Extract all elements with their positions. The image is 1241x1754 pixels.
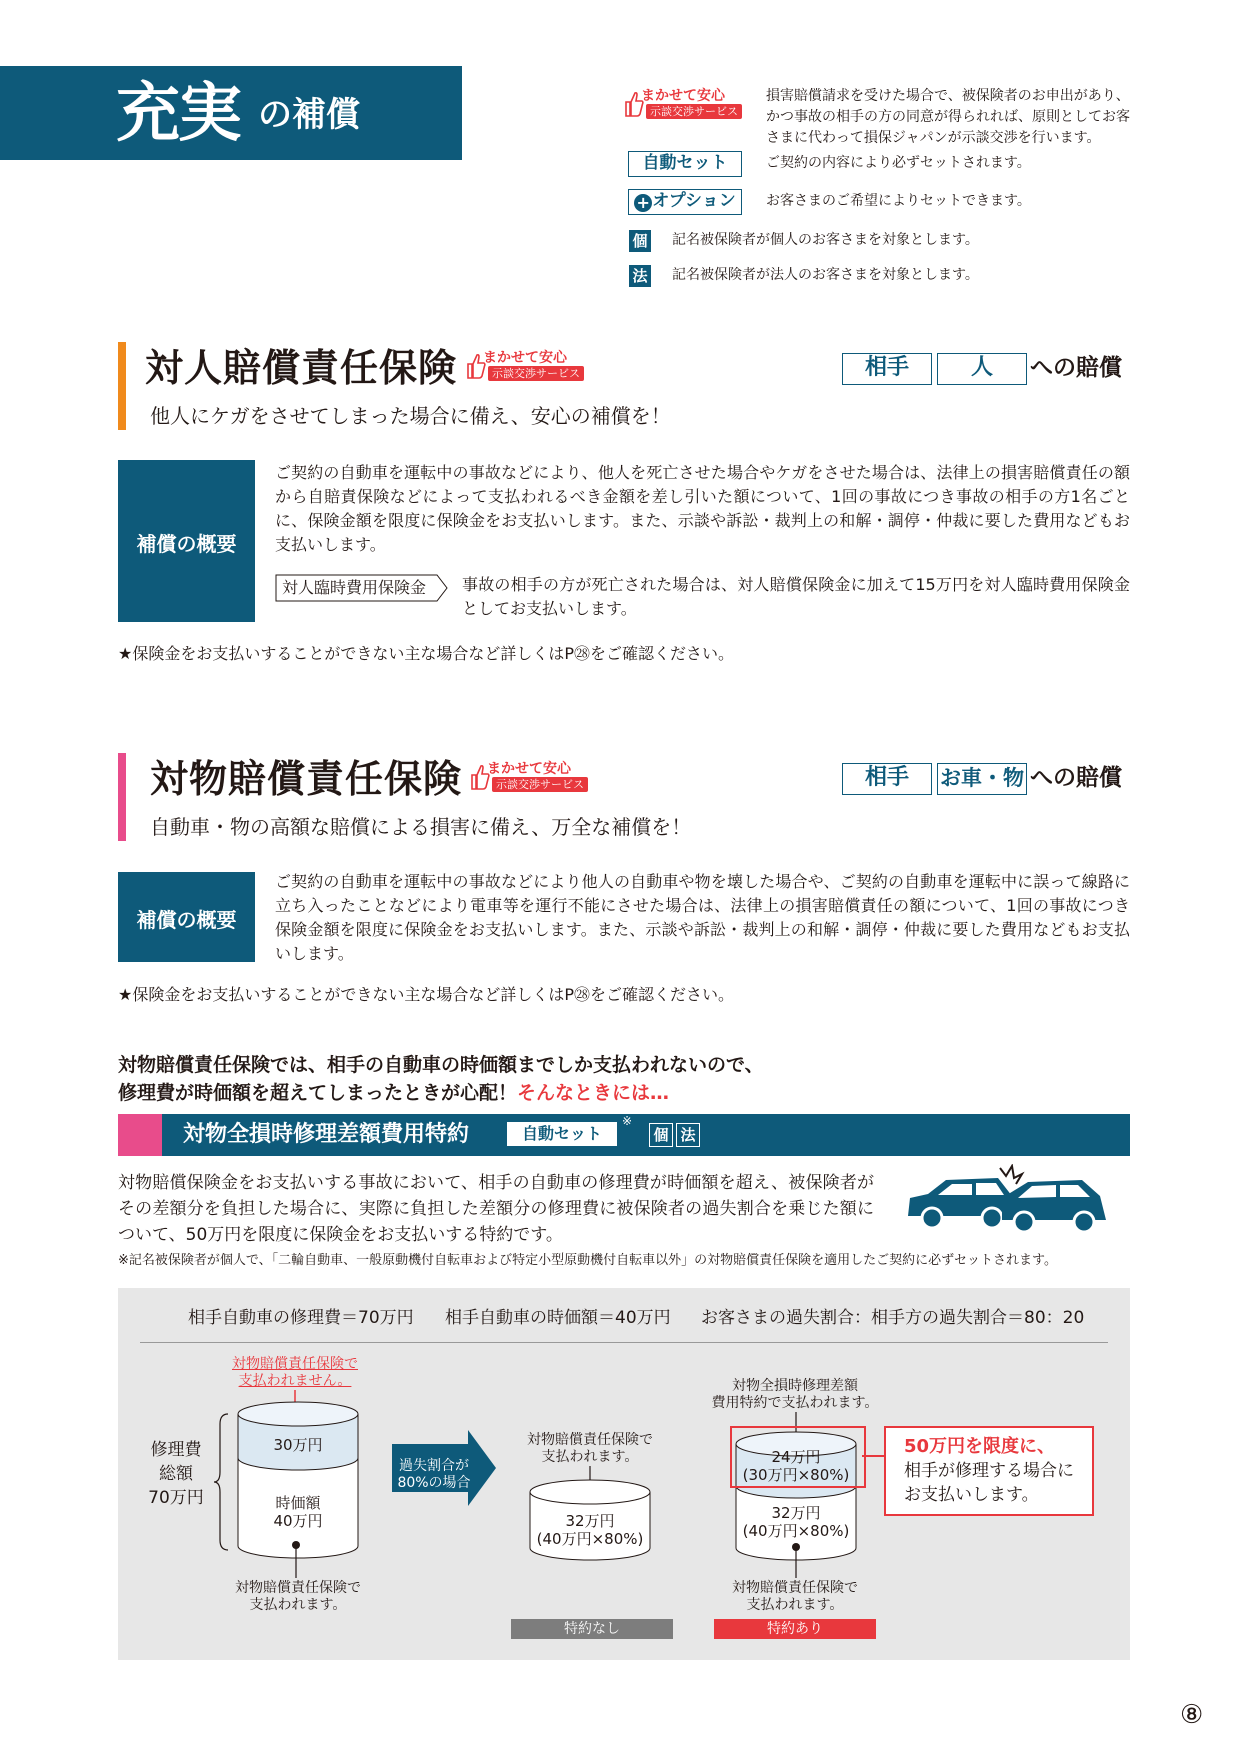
section1-title: 対人賠償責任保険 — [145, 346, 458, 390]
legend-option-tag: + オプション — [628, 189, 742, 215]
section2-summary-box: 補償の概要 — [118, 872, 255, 962]
section1-body: ご契約の自動車を運転中の事故などにより、他人を死亡させた場合やケガをさせた場合は、法律上の損害賠償責任の額から自賠責保険などによって支払われるべき金額を差し引いた額について、1回の事故につき事故の相手の方1名ごとに、保険金額を限度に保険金をお支払いします。また、示談や訴訟・裁判上の和解・調停・仲裁に要した費用などもお支払いします。 — [275, 463, 1130, 554]
diagram-left-cyl-top: 30万円 — [273, 1436, 323, 1454]
diagram-divider — [140, 1342, 1108, 1343]
section2-rel-tail: への賠償 — [1030, 765, 1122, 791]
section1-sub-text: 事故の相手の方が死亡された場合は、対人賠償保険金に加えて15万円を対人臨時費用保険金としてお支払いします。 — [462, 575, 1130, 618]
diagram-total-label: 修理費 総額 70万円 — [148, 1440, 204, 1508]
legend-ho-mark: 法 — [629, 265, 651, 287]
section3-ko-mark: 個 — [649, 1123, 673, 1147]
section3-lead-1: 対物賠償責任保険では、相手の自動車の時価額までしか支払われないので、 — [118, 1054, 764, 1076]
section1-note: ★保険金をお支払いすることができない主な場合など詳しくはP㉘をご確認ください。 — [118, 644, 734, 663]
diagram-condition-3: お客さまの過失割合：相手方の過失割合＝80：20 — [701, 1308, 1085, 1328]
thumbs-up-icon — [470, 763, 490, 791]
diagram-right-cyl-top: 24万円 (30万円×80%) — [742, 1448, 850, 1484]
section3-title-accent — [118, 1114, 162, 1156]
thumbs-up-icon — [624, 90, 644, 118]
diagram-mid-top-note: 対物賠償責任保険で 支払われます。 — [527, 1432, 653, 1465]
diagram-mid-cyl-text: 32万円 (40万円×80%) — [536, 1512, 644, 1548]
diagram-callout-box: 50万円を限度に、 相手が修理する場合に お支払いします。 — [884, 1426, 1094, 1516]
legend-ko-desc: 記名被保険者が個人のお客さまを対象とします。 — [672, 232, 979, 248]
diagram-tag-without: 特約なし — [511, 1619, 673, 1639]
diagram-total-brace — [212, 1412, 230, 1552]
section1-jidan-badge: まかせて安心 示談交渉サービス — [466, 350, 584, 381]
legend-ho-desc: 記名被保険者が法人のお客さまを対象とします。 — [672, 267, 979, 283]
section3-lead-2: 修理費が時価額を超えてしまったときが心配！そんなときには… — [118, 1082, 670, 1104]
section2-rel-right: お車・物 — [937, 763, 1027, 795]
legend-auto-desc: ご契約の内容により必ずセットされます。 — [766, 155, 1031, 171]
diagram-not-paid: 対物賠償責任保険で 支払われません。 — [232, 1356, 358, 1389]
page-title: 充実 — [116, 77, 240, 151]
section1-summary-box: 補償の概要 — [118, 460, 255, 622]
diagram-right-top-note: 対物全損時修理差額 費用特約で支払われます。 — [711, 1378, 879, 1411]
diagram-right-cyl-bottom: 32万円 (40万円×80%) — [742, 1504, 850, 1540]
section2-note: ★保険金をお支払いすることができない主な場合など詳しくはP㉘をご確認ください。 — [118, 985, 734, 1004]
section3-body: 対物賠償保険金をお支払いする事故において、相手の自動車の修理費が時価額を超え、被保険者がその差額分を負担した場合に、実際に負担した差額分の修理費に被保険者の過失割合を乗じた額について、50万円を限度に保険金をお支払いする特約です。 — [118, 1173, 874, 1245]
diagram-right-bottom-pointer — [791, 1542, 801, 1580]
section3-footnote-mark: ※ — [622, 1114, 633, 1128]
diagram-arrow-label: 過失割合が 80%の場合 — [397, 1458, 471, 1491]
section3-auto-tag: 自動セット — [507, 1122, 617, 1146]
section2-subtitle: 自動車・物の高額な賠償による損害に備え、万全な補償を！ — [150, 815, 692, 839]
section1-sub-tag: 対人臨時費用保険金 — [275, 574, 426, 602]
plus-circle-icon: + — [634, 194, 652, 212]
car-collision-icon — [902, 1164, 1112, 1236]
section1-rel-left: 相手 — [842, 353, 932, 385]
section1-rel-tail: への賠償 — [1030, 355, 1122, 381]
section2-title: 対物賠償責任保険 — [150, 757, 463, 801]
section1-accent-bar — [118, 342, 126, 430]
section3-footnote: ※記名被保険者が個人で、「二輪自動車、一般原動機付自転車および特定小型原動機付自転車以外」の対物賠償責任保険を適用したご契約に必ずセットされます。 — [118, 1253, 1057, 1268]
diagram-tag-with: 特約あり — [714, 1619, 876, 1639]
legend-auto-tag: 自動セット — [628, 151, 742, 177]
legend-option-desc: お客さまのご希望によりセットできます。 — [766, 193, 1031, 209]
thumbs-up-icon — [466, 352, 486, 380]
section2-jidan-badge: まかせて安心 示談交渉サービス — [470, 761, 588, 792]
diagram-condition-2: 相手自動車の時価額＝40万円 — [445, 1308, 671, 1328]
diagram-callout-connector — [862, 1455, 884, 1457]
page-title-suffix: の補償 — [258, 95, 360, 135]
section3-title: 対物全損時修理差額費用特約 — [183, 1122, 470, 1147]
diagram-left-cylinder — [236, 1400, 360, 1560]
diagram-right-bottom-note: 対物賠償責任保険で 支払われます。 — [732, 1580, 858, 1613]
diagram-left-cyl-bottom: 時価額 40万円 — [273, 1494, 323, 1530]
diagram-condition-1: 相手自動車の修理費＝70万円 — [188, 1308, 414, 1328]
section1-subtitle: 他人にケガをさせてしまった場合に備え、安心の補償を！ — [150, 404, 671, 428]
legend-jidan-desc: 損害賠償請求を受けた場合で、被保険者のお申出があり、かつ事故の相手の方の同意が得られれば、原則としてお客さまに代わって損保ジャパンが示談交渉を行います。 — [766, 88, 1130, 146]
legend-jidan-badge: まかせて安心 示談交渉サービス — [624, 88, 742, 119]
section2-accent-bar — [118, 753, 126, 841]
legend-ko-mark: 個 — [629, 230, 651, 252]
section1-rel-right: 人 — [937, 353, 1027, 385]
page-number: ⑧ — [1180, 1700, 1204, 1730]
diagram-left-bottom-note: 対物賠償責任保険で 支払われます。 — [235, 1580, 361, 1613]
section2-rel-left: 相手 — [842, 763, 932, 795]
section3-ho-mark: 法 — [676, 1123, 700, 1147]
section2-body: ご契約の自動車を運転中の事故などにより他人の自動車や物を壊した場合や、ご契約の自動車を運転中に誤って線路に立ち入ったことなどにより電車等を運行不能にさせた場合は、法律上の損害賠償責任の額について、1回の事故につき保険金額を限度に保険金をお支払いします。また、示談や訴訟・裁判上の和解・調停・仲裁に要した費用などもお支払いします。 — [275, 872, 1130, 963]
diagram-left-pointer — [291, 1540, 301, 1580]
